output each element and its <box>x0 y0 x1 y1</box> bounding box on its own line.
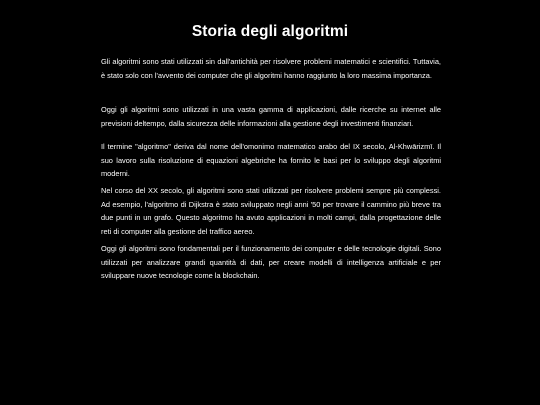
paragraph-1: Gli algoritmi sono stati utilizzati sin dall'antichità per risolvere problemi matematici e scientifici. Tuttavia, è stato solo con l'avvento dei computer che gli algoritmi hanno raggiunto la loro massima importanza. <box>101 57 441 80</box>
paragraph-3: Il termine "algoritmo" deriva dal nome dell'omonimo matematico arabo del IX secolo, Al-Khwārizmī. Il suo lavoro sulla risoluzione di equazioni algebriche ha fornito le basi per lo sviluppo degli algoritmi moderni. <box>101 142 441 179</box>
paragraph-5: Oggi gli algoritmi sono fondamentali per il funzionamento dei computer e delle tecnologie digitali. Sono utilizzati per analizzare grandi quantità di dati, per creare modelli di intelligenza artificiale e per sviluppare nuove tecnologie come la blockchain. <box>101 244 441 281</box>
paragraph-2: Oggi gli algoritmi sono utilizzati in una vasta gamma di applicazioni, dalle ricerche su internet alle previsioni deltempo, dalla sicurezza delle informazioni alla gestione degli investimenti finanziari. <box>101 105 441 128</box>
page-title: Storia degli algoritmi <box>191 23 349 40</box>
paragraph-4: Nel corso del XX secolo, gli algoritmi sono stati utilizzati per risolvere problemi sempre più complessi. Ad esempio, l'algoritmo di Dijkstra è stato sviluppato negli anni '50 per trovare il cammino più breve tra due punti in un grafo. Questo algoritmo ha avuto applicazioni in molti campi, dalla progettazione delle reti di computer alla gestione del traffico aereo. <box>101 186 441 236</box>
